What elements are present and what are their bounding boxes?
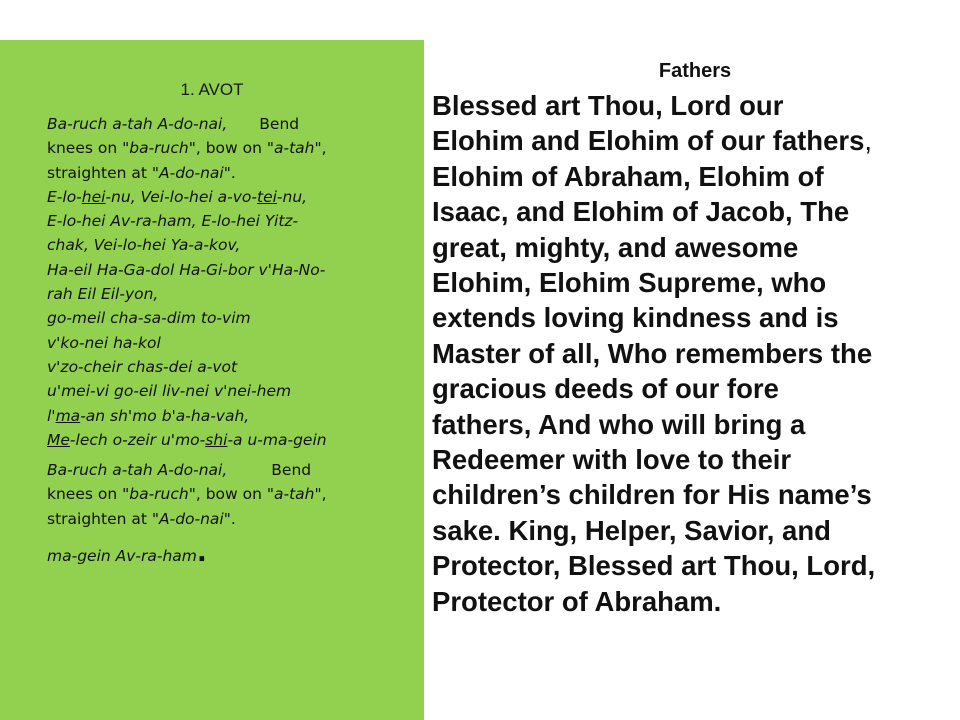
text-line: go-meil cha-sa-dim to-vim: [47, 309, 251, 328]
text-line: chak, Vei-lo-hei Ya-a-kov,: [47, 236, 241, 255]
transliteration-word: A-do-nai: [159, 163, 224, 182]
transliteration-phrase: Ba-ruch a-tah A-do-nai,: [47, 115, 228, 133]
text-line: fathers, And who will bring a: [432, 408, 806, 440]
translation-phrase: Elohim and Elohim of our fathers: [432, 125, 865, 157]
text-line: u'mei-vi go-eil liv-nei v'nei-hem: [47, 382, 292, 401]
instruction-text: Bend: [259, 115, 300, 133]
stressed-syllable: hei: [81, 187, 106, 206]
instruction-text: Bend: [271, 461, 312, 480]
instruction-text: ",: [314, 485, 327, 504]
transliteration-word: a-tah: [274, 485, 315, 504]
text-line: [47, 112, 419, 136]
text-line: E-lo-hei Av-ra-ham, E-lo-hei Yitz-: [47, 212, 299, 231]
transliteration-text: [47, 112, 419, 569]
text-line: Redeemer with love to their: [432, 444, 792, 476]
transliteration-phrase: l': [47, 406, 56, 425]
transliteration-word: ba-ruch: [129, 485, 189, 504]
text-line: [47, 428, 419, 452]
text-line: [47, 404, 419, 428]
transliteration-word: a-tah: [274, 139, 315, 158]
translation-text: [432, 88, 958, 619]
text-line: [47, 538, 419, 569]
stressed-syllable: shi: [205, 430, 228, 449]
transliteration-word: A-do-nai: [159, 509, 224, 528]
text-line: Elohim of Abraham, Elohim of: [432, 160, 824, 192]
transliteration-word: ba-ruch: [129, 139, 189, 158]
text-line: [47, 507, 419, 531]
stressed-syllable: Me: [47, 430, 70, 449]
transliteration-phrase: -nu, Vei-lo-hei a-vo-: [105, 187, 257, 206]
text-line: Blessed art Thou, Lord our: [432, 90, 784, 121]
instruction-text: knees on ": [47, 485, 130, 504]
text-line: extends loving kindness and is: [432, 302, 839, 334]
text-line: [432, 123, 958, 158]
text-line: gracious deeds of our fore: [432, 373, 779, 405]
transliteration-phrase: -nu,: [276, 187, 308, 206]
transliteration-phrase: ma-gein Av-ra-ham: [47, 547, 197, 566]
text-line: [47, 161, 419, 185]
text-line: Protector of Abraham.: [432, 585, 722, 617]
comma-mark: ,: [864, 125, 873, 157]
period-mark: .: [196, 538, 207, 569]
instruction-text: straighten at ": [47, 163, 159, 182]
instruction-text: ",: [314, 139, 327, 158]
transliteration-phrase: E-lo-: [47, 187, 82, 206]
stressed-syllable: ma: [55, 406, 81, 425]
transliteration-phrase: Ba-ruch a-tah A-do-nai,: [47, 461, 228, 480]
text-line: rah Eil Eil-yon,: [47, 285, 159, 304]
transliteration-phrase: -a u-ma-gein: [227, 430, 327, 449]
section-title-avot: 1. AVOT: [180, 80, 244, 99]
section-title-fathers: Fathers: [658, 60, 732, 82]
text-line: great, mighty, and awesome: [432, 231, 799, 263]
instruction-text: ".: [223, 163, 236, 182]
text-line: sake. King, Helper, Savior, and: [432, 514, 831, 546]
transliteration-phrase: -lech o-zeir u'mo-: [69, 430, 206, 449]
stressed-syllable: tei: [257, 187, 277, 206]
text-line: v'ko-nei ha-kol: [47, 333, 161, 352]
instruction-text: straighten at ": [47, 509, 159, 528]
text-line: Isaac, and Elohim of Jacob, The: [432, 196, 850, 228]
text-line: [47, 136, 419, 160]
text-line: Master of all, Who remembers the: [432, 337, 873, 369]
spacer: [47, 531, 419, 541]
text-line: Protector, Blessed art Thou, Lord,: [432, 550, 876, 582]
instruction-text: ".: [223, 509, 236, 528]
text-line: [47, 482, 419, 506]
text-line: [47, 185, 419, 209]
text-line: Ha-eil Ha-Ga-dol Ha-Gi-bor v'Ha-No-: [47, 260, 326, 279]
instruction-text: ", bow on ": [188, 485, 275, 504]
instruction-text: ", bow on ": [188, 139, 275, 158]
text-line: [47, 458, 419, 482]
transliteration-phrase: -an sh'mo b'a-ha-vah,: [80, 406, 250, 425]
text-line: v'zo-cheir chas-dei a-vot: [47, 357, 238, 376]
text-line: children’s children for His name’s: [432, 479, 872, 511]
text-line: Elohim, Elohim Supreme, who: [432, 267, 827, 299]
instruction-text: knees on ": [47, 139, 130, 158]
